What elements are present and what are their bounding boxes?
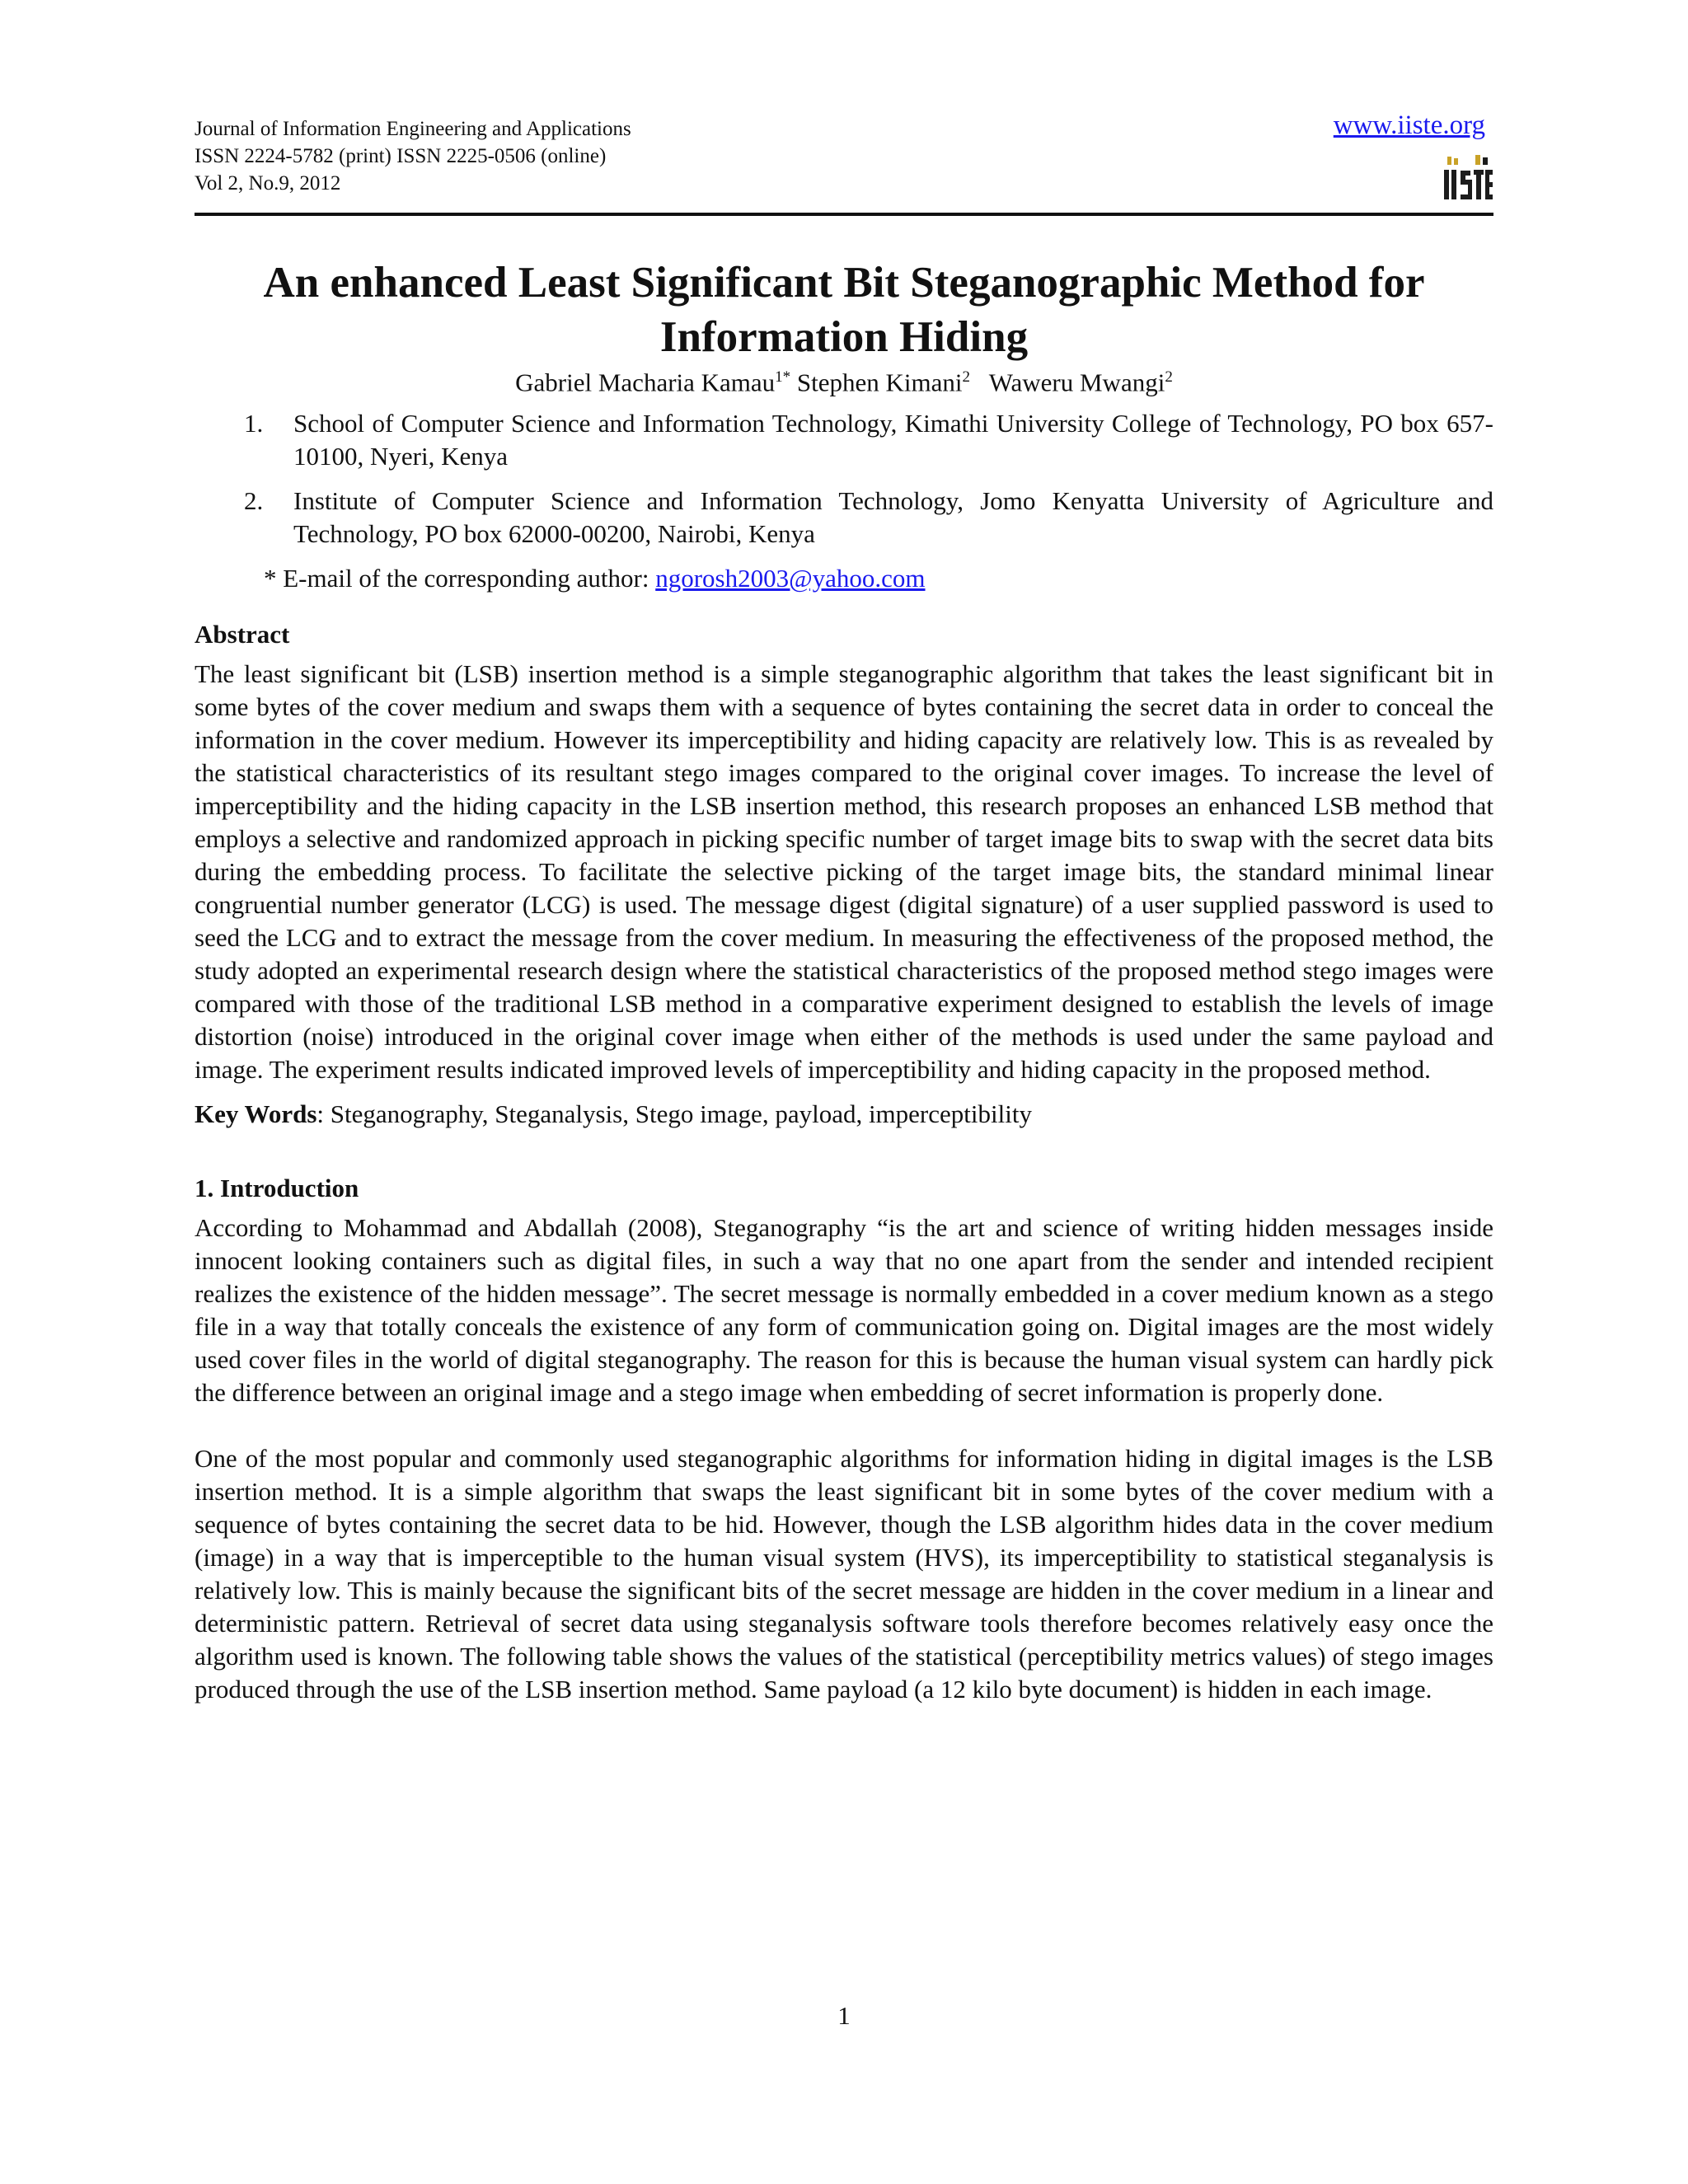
author-name: Waweru Mwangi xyxy=(988,368,1165,397)
affiliation-text: Institute of Computer Science and Information Technology, Jomo Kenyatta University of Agriculture and Technology, PO box 62000-00200, Nairobi, Kenya xyxy=(293,486,1493,549)
affiliation-number: 1. xyxy=(244,409,264,438)
iiste-logo-icon xyxy=(1442,155,1493,203)
journal-header xyxy=(195,110,1493,213)
keywords xyxy=(195,1098,1493,1131)
page-number: 1 xyxy=(837,2001,851,2030)
keywords-label: Key Words xyxy=(195,1099,317,1129)
header-divider xyxy=(195,213,1493,216)
journal-volume: Vol 2, No.9, 2012 xyxy=(195,172,341,194)
introduction-heading: 1. Introduction xyxy=(195,1174,359,1203)
affiliation-number: 2. xyxy=(244,486,264,516)
author-list xyxy=(195,359,1493,401)
author-affiliation-mark: 2 xyxy=(1165,368,1173,386)
affiliation-text: School of Computer Science and Information Technology, Kimathi University College of Technology, PO box 657-10100, Nyeri, Kenya xyxy=(293,409,1493,471)
journal-info xyxy=(195,115,1493,197)
keywords-text: : Steganography, Steganalysis, Stego image, payload, imperceptibility xyxy=(316,1099,1032,1129)
author-name: Gabriel Macharia Kamau xyxy=(515,368,776,397)
affiliation-item xyxy=(195,485,1493,551)
paper-title: An enhanced Least Significant Bit Steganographic Method for Information Hiding xyxy=(263,259,1425,361)
affiliation-list xyxy=(195,407,1493,551)
abstract-heading: Abstract xyxy=(195,620,290,649)
affiliation-item xyxy=(195,407,1493,473)
author-affiliation-mark: 1* xyxy=(775,368,791,386)
journal-name: Journal of Information Engineering and Applications xyxy=(195,118,631,140)
website-link[interactable]: www.iiste.org xyxy=(1333,110,1485,140)
email-label: * E-mail of the corresponding author: xyxy=(264,564,656,593)
email-link[interactable]: ngorosh2003@yahoo.com xyxy=(655,564,926,593)
introduction-paragraph: According to Mohammad and Abdallah (2008), Steganography “is the art and science of writing hidden messages inside innocent looking containers such as digital files, in such a way that no one apart from the sender and intended recipient realizes the existence of the hidden message”. The secret message is normally embedded in a cover medium known as a stego file in a way that totally conceals the existence of any form of communication going on. Digital images are the most widely used cover files in the world of digital steganography. The reason for this is because the human visual system can hardly pick the difference between an original image and a stego image when embedding of secret information is properly done. xyxy=(195,1213,1493,1408)
author-affiliation-mark: 2 xyxy=(962,368,971,386)
paper-page xyxy=(195,110,1493,1706)
journal-issn: ISSN 2224-5782 (print) ISSN 2225-0506 (online) xyxy=(195,145,607,167)
introduction-paragraph: One of the most popular and commonly used steganographic algorithms for information hiding in digital images is the LSB insertion method. It is a simple algorithm that swaps the least significant bit in some bytes of the cover medium with a sequence of bytes containing the secret data to be hid. However, though the LSB algorithm hides data in the cover medium (image) in a way that is imperceptible to the human visual system (HVS), its imperceptibility to statistical steganalysis is relatively low. This is mainly because the significant bits of the secret message are hidden in the cover medium in a linear and deterministic pattern. Retrieval of secret data using steganalysis software tools therefore becomes relatively easy once the algorithm used is known. The following table shows the values of the statistical (perceptibility metrics values) of stego images produced through the use of the LSB insertion method. Same payload (a 12 kilo byte document) is hidden in each image. xyxy=(195,1444,1493,1704)
abstract-text: The least significant bit (LSB) insertion method is a simple steganographic algorithm that takes the least significant bit in some bytes of the cover medium and swaps them with a sequence of bytes containing the secret data in order to conceal the information in the cover medium. However its imperceptibility and hiding capacity are relatively low. This is as revealed by the statistical characteristics of its resultant stego images compared to the original cover images. To increase the level of imperceptibility and the hiding capacity in the LSB insertion method, this research proposes an enhanced LSB method that employs a selective and randomized approach in picking specific number of target image bits to swap with the secret data bits during the embedding process. To facilitate the selective picking of the target image bits, the standard minimal linear congruential number generator (LCG) is used. The message digest (digital signature) of a user supplied password is used to seed the LCG and to extract the message from the cover medium. In measuring the effectiveness of the proposed method, the study adopted an experimental research design where the statistical characteristics of the proposed method stego images were compared with those of the traditional LSB method in a comparative experiment designed to establish the levels of image distortion (noise) introduced in the original cover image when either of the methods is used under the same payload and image. The experiment results indicated improved levels of imperceptibility and hiding capacity in the proposed method. xyxy=(195,659,1493,1085)
author-name: Stephen Kimani xyxy=(796,368,963,397)
corresponding-author-email xyxy=(195,562,1493,595)
